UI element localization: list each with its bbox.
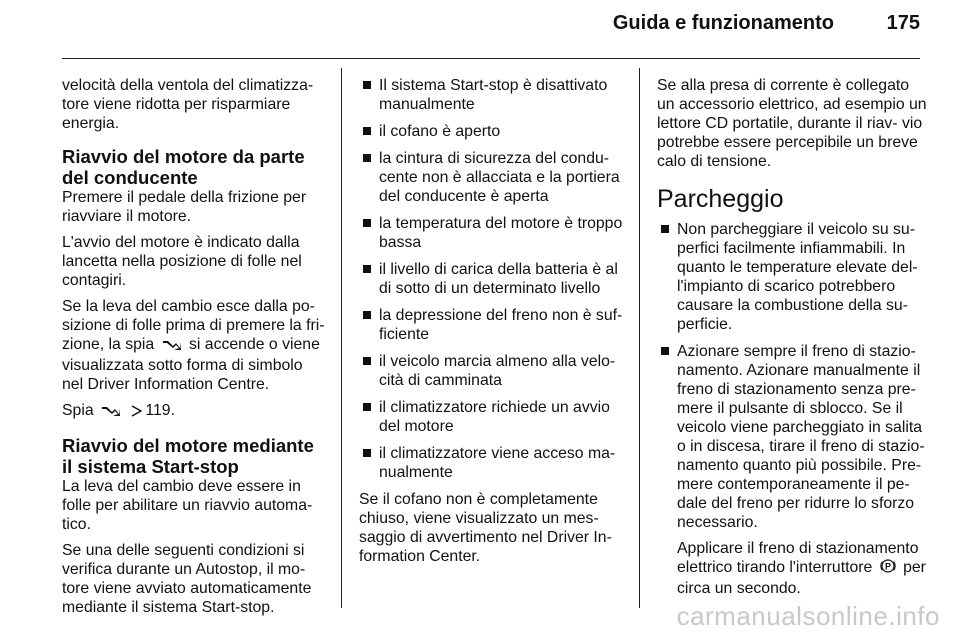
list-item: la depressione del freno non è suf- ficiente [359, 306, 629, 344]
list-item: il livello di carica della batteria è al di sotto di un determinato livello [359, 260, 629, 298]
list-item-parking-brake [657, 342, 927, 598]
paragraph: L'avvio del motore è indicato dalla lancetta nella posizione di folle nel contagiri. [62, 234, 302, 289]
parking-list [657, 220, 927, 598]
paragraph: La leva del cambio deve essere in folle per abilitare un riavvio automa- tico. [62, 478, 313, 533]
watermark: carmanualsonline.info [676, 601, 940, 631]
list-item-subparagraph [677, 539, 927, 598]
parking-brake-icon [880, 558, 896, 579]
subparagraph-text: Applicare il freno di stazionamento elettrico tirando l'interruttore [677, 540, 919, 576]
spia-label: Spia [62, 402, 94, 419]
paragraph: Se una delle seguenti condizioni si verifica durante un Autostop, il mo- tore viene avviato automaticamente mediante il sistema Start-stop. [62, 542, 312, 616]
condition-list [359, 76, 629, 482]
column-divider-1 [341, 68, 342, 608]
spia-reference [62, 401, 327, 422]
list-item: il climatizzatore viene acceso ma- nualmente [359, 444, 629, 482]
paragraph: velocità della ventola del climatizza- tore viene ridotta per risparmiare energia. [62, 77, 314, 132]
column-3 [657, 76, 927, 606]
list-item-text: Azionare sempre il freno di stazio- namento. Azionare manualmente il freno di stazionamento senza pre- mere il pulsante di sblocco. Se il veicolo viene parcheggiato in salita o in discesa, tirare il freno di stazio- namento quanto più possibile. Pre- mere contemporaneamente il pe- dale del freno per ridurre lo sforzo necessario. [677, 343, 925, 531]
page-reference[interactable]: 119. [145, 402, 175, 419]
list-item: il cofano è aperto [359, 122, 629, 141]
section-heading-parking: Parcheggio [657, 185, 784, 213]
gear-shift-arrow-icon [101, 403, 121, 422]
subparagraph-text: per circa un secondo. [677, 559, 926, 597]
paragraph-text: Se la leva del cambio esce dalla po- sizione di folle prima di premere la fri- zione, la spia [62, 298, 325, 353]
paragraph: Se il cofano non è completamente chiuso, viene visualizzato un mes- saggio di avvertimento nel Driver In- formation Center. [359, 491, 612, 565]
page-number: 175 [886, 12, 920, 34]
list-item: la temperatura del motore è troppo bassa [359, 214, 629, 252]
section-heading-restart-system: Riavvio del motore mediante il sistema Start-stop [62, 435, 314, 477]
list-item: Il sistema Start-stop è disattivato manualmente [359, 76, 629, 114]
list-item: il veicolo marcia almeno alla velo- cità di camminata [359, 352, 629, 390]
header-divider [62, 58, 920, 59]
arrow-ref-icon [131, 403, 142, 422]
paragraph-warning-light [62, 297, 327, 394]
paragraph-text: si accende o viene visualizzata sotto forma di simbolo nel Driver Information Centre. [62, 336, 320, 393]
list-item: la cintura di sicurezza del condu- cente non è allacciata e la portiera del conducente è aperta [359, 149, 629, 206]
column-2 [359, 76, 629, 573]
section-heading-restart-driver: Riavvio del motore da parte del conducente [62, 146, 305, 188]
list-item: Non parcheggiare il veicolo su su- perfici facilmente infiammabili. In quanto le temperature elevate del- l'impianto di scarico potrebbero causare la combustione della su- perficie. [657, 220, 927, 334]
paragraph: Se alla presa di corrente è collegato un accessorio elettrico, ad esempio un lettore CD portatile, durante il riav- vio potrebbe essere percepibile un breve calo di tensione. [657, 77, 927, 170]
list-item: il climatizzatore richiede un avvio del motore [359, 398, 629, 436]
column-divider-2 [639, 68, 640, 608]
gear-shift-arrow-icon [162, 337, 182, 356]
column-1 [62, 76, 327, 624]
svg-text:P: P [884, 561, 891, 572]
header-title: Guida e funzionamento [612, 12, 834, 34]
paragraph: Premere il pedale della frizione per riavviare il motore. [62, 189, 307, 225]
